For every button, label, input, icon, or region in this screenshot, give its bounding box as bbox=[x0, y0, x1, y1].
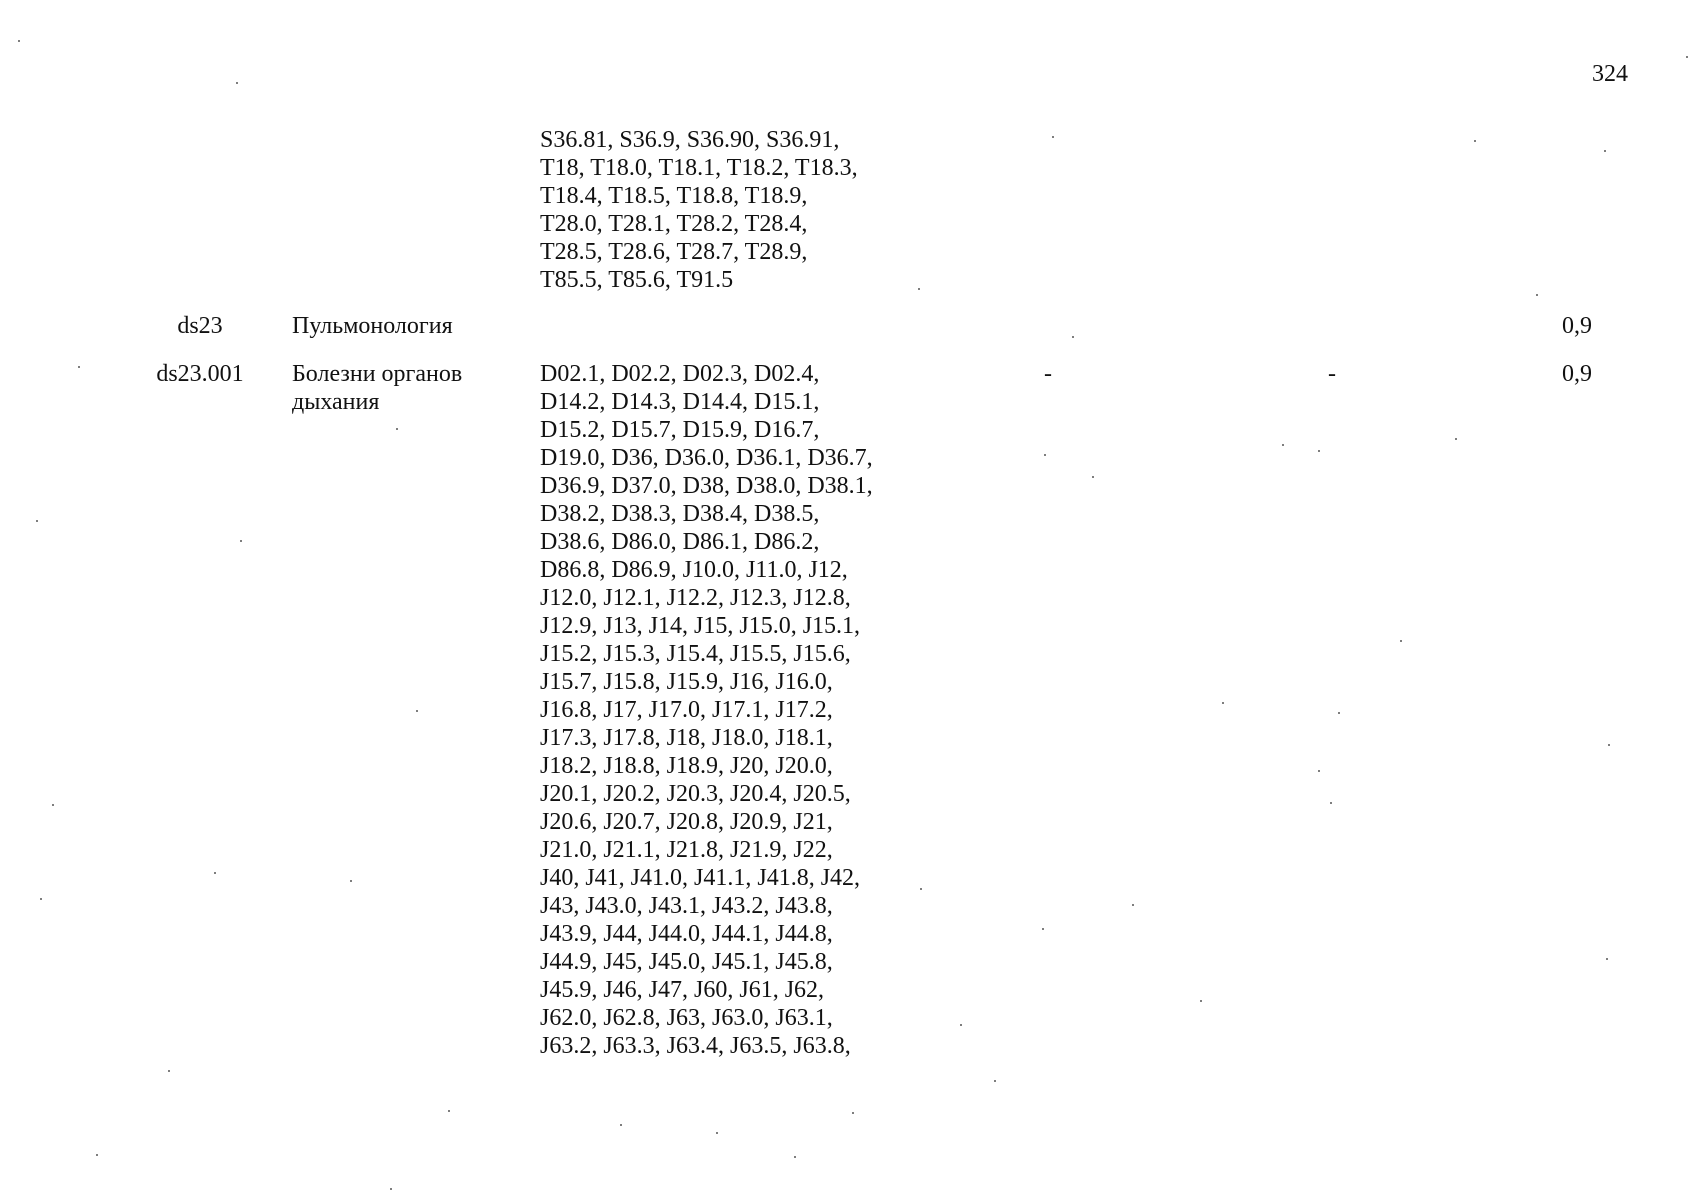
entry-code-line: D86.8, D86.9, J10.0, J11.0, J12, bbox=[540, 557, 848, 583]
entry-code-line: D15.2, D15.7, D15.9, D16.7, bbox=[540, 417, 820, 443]
scan-speck bbox=[1686, 56, 1688, 58]
entry-code-line: J17.3, J17.8, J18, J18.0, J18.1, bbox=[540, 725, 833, 751]
scan-speck bbox=[994, 1080, 996, 1082]
entry-col5: - bbox=[1328, 361, 1336, 387]
entry-code-line: J18.2, J18.8, J18.9, J20, J20.0, bbox=[540, 753, 833, 779]
scan-speck bbox=[794, 1156, 796, 1158]
continuation-code-line: T28.0, T28.1, T28.2, T28.4, bbox=[540, 211, 808, 237]
entry-code-line: D38.6, D86.0, D86.1, D86.2, bbox=[540, 529, 820, 555]
scan-speck bbox=[1608, 744, 1610, 746]
entry-code-line: J15.2, J15.3, J15.4, J15.5, J15.6, bbox=[540, 641, 851, 667]
scan-speck bbox=[1338, 712, 1340, 714]
entry-code-line: J20.6, J20.7, J20.8, J20.9, J21, bbox=[540, 809, 833, 835]
continuation-code-line: T18.4, T18.5, T18.8, T18.9, bbox=[540, 183, 808, 209]
scan-speck bbox=[1400, 640, 1402, 642]
scan-speck bbox=[236, 82, 238, 84]
entry-code-line: J21.0, J21.1, J21.8, J21.9, J22, bbox=[540, 837, 833, 863]
scan-speck bbox=[918, 288, 920, 290]
entry-code-line: D19.0, D36, D36.0, D36.1, D36.7, bbox=[540, 445, 873, 471]
scan-speck bbox=[1536, 294, 1538, 296]
continuation-codes bbox=[540, 126, 960, 294]
continuation-code-line: T28.5, T28.6, T28.7, T28.9, bbox=[540, 239, 808, 265]
entry-code: ds23.001 bbox=[156, 361, 244, 387]
scan-speck bbox=[396, 428, 398, 430]
continuation-code-line: T85.5, T85.6, T91.5 bbox=[540, 267, 734, 293]
scan-speck bbox=[1042, 928, 1044, 930]
entry-code-line: D36.9, D37.0, D38, D38.0, D38.1, bbox=[540, 473, 873, 499]
entry-code-line: J43.9, J44, J44.0, J44.1, J44.8, bbox=[540, 921, 833, 947]
entry-code-line: D02.1, D02.2, D02.3, D02.4, bbox=[540, 361, 820, 387]
scan-speck bbox=[448, 1110, 450, 1112]
scan-speck bbox=[240, 540, 242, 542]
entry-codes bbox=[540, 360, 960, 1060]
scan-speck bbox=[1092, 476, 1094, 478]
entry-code-line: J40, J41, J41.0, J41.1, J41.8, J42, bbox=[540, 865, 861, 891]
scan-speck bbox=[168, 1070, 170, 1072]
group-coefficient: 0,9 bbox=[1562, 313, 1592, 339]
scan-speck bbox=[620, 1124, 622, 1126]
continuation-code-line: S36.81, S36.9, S36.90, S36.91, bbox=[540, 127, 840, 153]
entry-code-line: J62.0, J62.8, J63, J63.0, J63.1, bbox=[540, 1005, 833, 1031]
entry-code-line: J63.2, J63.3, J63.4, J63.5, J63.8, bbox=[540, 1033, 851, 1059]
scan-speck bbox=[1606, 958, 1608, 960]
entry-code-line: D38.2, D38.3, D38.4, D38.5, bbox=[540, 501, 820, 527]
scan-speck bbox=[920, 888, 922, 890]
group-name: Пульмонология bbox=[292, 313, 453, 339]
scan-speck bbox=[716, 1132, 718, 1134]
scan-speck bbox=[1318, 770, 1320, 772]
scan-speck bbox=[1330, 802, 1332, 804]
group-code: ds23 bbox=[177, 313, 223, 339]
entry-name: Болезни органов дыхания bbox=[292, 361, 463, 415]
entry-code-line: J16.8, J17, J17.0, J17.1, J17.2, bbox=[540, 697, 833, 723]
scan-speck bbox=[52, 804, 54, 806]
scan-speck bbox=[1132, 904, 1134, 906]
entry-code-line: J44.9, J45, J45.0, J45.1, J45.8, bbox=[540, 949, 833, 975]
scan-speck bbox=[1044, 454, 1046, 456]
scan-speck bbox=[1052, 136, 1054, 138]
entry-code-line: D14.2, D14.3, D14.4, D15.1, bbox=[540, 389, 820, 415]
scan-speck bbox=[78, 366, 80, 368]
scan-speck bbox=[1072, 336, 1074, 338]
scan-speck bbox=[350, 880, 352, 882]
entry-code-line: J43, J43.0, J43.1, J43.2, J43.8, bbox=[540, 893, 833, 919]
scan-speck bbox=[416, 710, 418, 712]
scan-speck bbox=[1474, 140, 1476, 142]
entry-code-line: J12.9, J13, J14, J15, J15.0, J15.1, bbox=[540, 613, 861, 639]
scan-speck bbox=[96, 1154, 98, 1156]
scan-speck bbox=[1455, 438, 1457, 440]
entry-code-line: J20.1, J20.2, J20.3, J20.4, J20.5, bbox=[540, 781, 851, 807]
continuation-code-line: T18, T18.0, T18.1, T18.2, T18.3, bbox=[540, 155, 858, 181]
scan-speck bbox=[40, 898, 42, 900]
scan-speck bbox=[36, 520, 38, 522]
scan-speck bbox=[390, 1188, 392, 1190]
scan-speck bbox=[1318, 450, 1320, 452]
scan-speck bbox=[1282, 444, 1284, 446]
entry-code-line: J45.9, J46, J47, J60, J61, J62, bbox=[540, 977, 825, 1003]
scan-speck bbox=[1200, 1000, 1202, 1002]
entry-code-line: J12.0, J12.1, J12.2, J12.3, J12.8, bbox=[540, 585, 851, 611]
scan-speck bbox=[18, 40, 20, 42]
page-number: 324 bbox=[1592, 61, 1628, 87]
scan-speck bbox=[852, 1112, 854, 1114]
scan-speck bbox=[960, 1024, 962, 1026]
entry-coefficient: 0,9 bbox=[1562, 361, 1592, 387]
scan-speck bbox=[214, 872, 216, 874]
scan-speck bbox=[1604, 150, 1606, 152]
entry-code-line: J15.7, J15.8, J15.9, J16, J16.0, bbox=[540, 669, 833, 695]
entry-col4: - bbox=[1044, 361, 1052, 387]
scan-speck bbox=[1222, 702, 1224, 704]
